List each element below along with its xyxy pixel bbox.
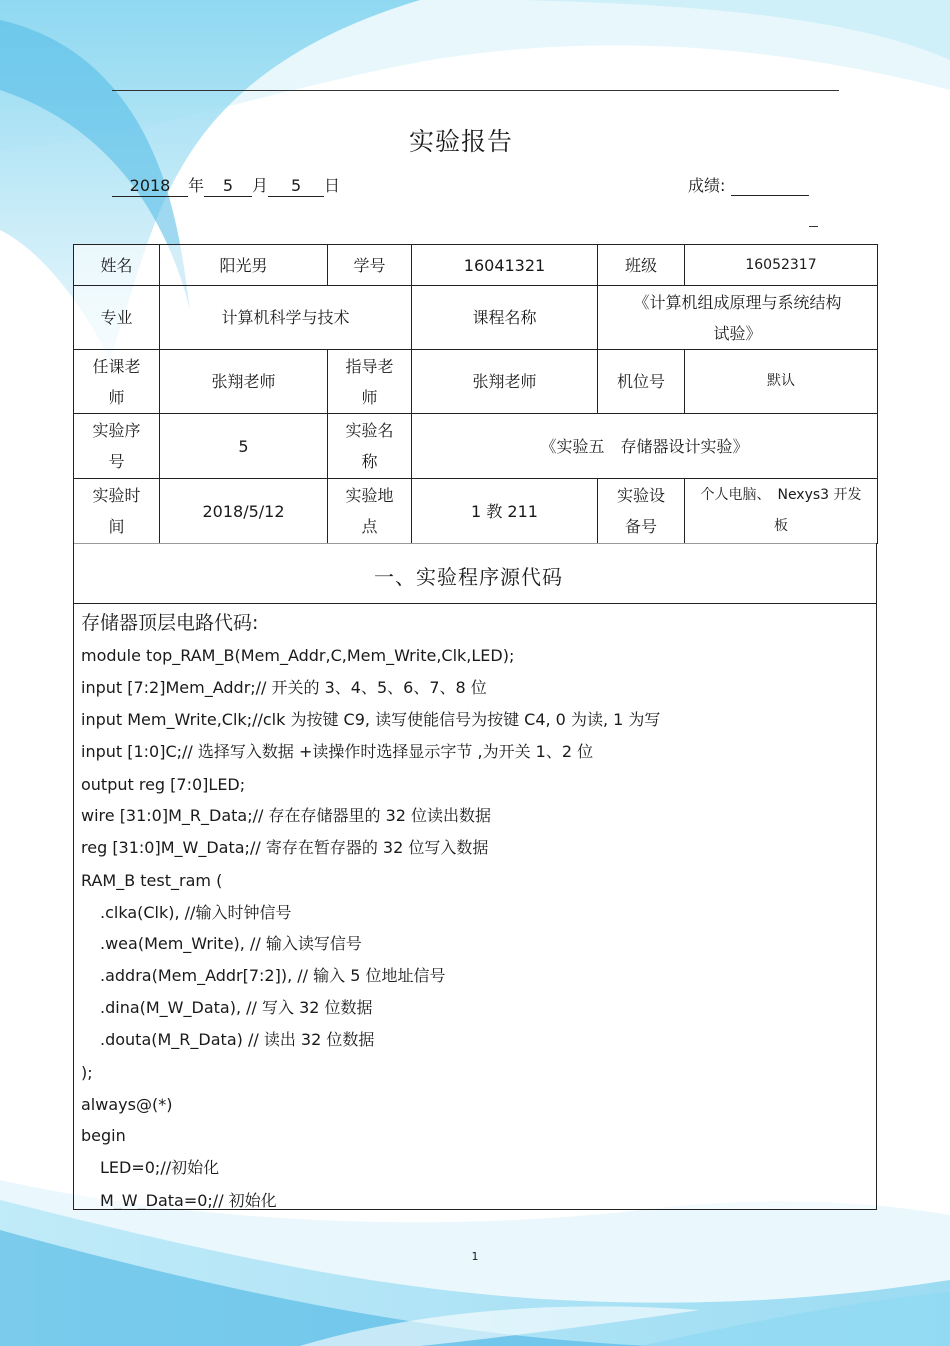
code-line: reg [31:0]M_W_Data;// 寄存在暂存器的 32 位写入数据 xyxy=(81,838,489,857)
code-line: output reg [7:0]LED; xyxy=(81,775,246,794)
time-value: 2018/5/12 xyxy=(160,479,328,544)
course-label: 课程名称 xyxy=(412,286,598,350)
exp-no-label-line2: 号 xyxy=(108,452,125,471)
code-heading: 存储器顶层电路代码: xyxy=(81,612,259,634)
equipment-value-line1: 个人电脑、 Nexys3 开发 xyxy=(700,487,862,503)
student-id-label: 学号 xyxy=(328,245,412,286)
exp-no-label xyxy=(74,414,160,479)
page-number: 1 xyxy=(471,1250,479,1263)
year-label: 年 xyxy=(188,176,205,195)
place-label-line1: 实验地 xyxy=(345,486,394,505)
table-row xyxy=(74,414,878,479)
place-value: 1 教 211 xyxy=(412,479,598,544)
exp-no-value: 5 xyxy=(160,414,328,479)
month-label: 月 xyxy=(252,176,269,195)
teacher-label xyxy=(74,350,160,414)
seat-label: 机位号 xyxy=(598,350,685,414)
major-value: 计算机科学与技术 xyxy=(160,286,412,350)
month-value: 5 xyxy=(204,176,252,197)
name-label: 姓名 xyxy=(74,245,160,286)
code-line: always@(*) xyxy=(81,1095,173,1114)
class-label: 班级 xyxy=(598,245,685,286)
code-line: .clka(Clk), //输入时钟信号 xyxy=(100,903,292,922)
table-row xyxy=(74,350,878,414)
table-row xyxy=(74,286,878,350)
exp-name-label-line2: 称 xyxy=(361,452,378,471)
teacher-value: 张翔老师 xyxy=(160,350,328,414)
class-value: 16052317 xyxy=(685,245,878,286)
code-line: RAM_B test_ram ( xyxy=(81,871,223,890)
info-table xyxy=(73,244,878,544)
table-row xyxy=(74,479,878,544)
day-value: 5 xyxy=(268,176,324,197)
code-line: .wea(Mem_Write), // 输入读写信号 xyxy=(100,934,362,953)
exp-name-value: 《实验五 存储器设计实验》 xyxy=(412,414,878,479)
section-title: 一、实验程序源代码 xyxy=(374,565,563,589)
code-line: begin xyxy=(81,1126,126,1145)
name-value: 阳光男 xyxy=(160,245,328,286)
time-label xyxy=(74,479,160,544)
exp-name-label xyxy=(328,414,412,479)
divider-mark xyxy=(809,226,818,227)
advisor-label-line1: 指导老 xyxy=(345,356,394,376)
course-value xyxy=(598,286,878,350)
advisor-label xyxy=(328,350,412,414)
equipment-value xyxy=(685,479,878,544)
score-field xyxy=(688,176,809,196)
code-line: module top_RAM_B(Mem_Addr,C,Mem_Write,Clk,LED); xyxy=(81,646,515,665)
code-line: .dina(M_W_Data), // 写入 32 位数据 xyxy=(100,998,373,1017)
score-label: 成绩: xyxy=(688,176,726,195)
equipment-label xyxy=(598,479,685,544)
code-line: .addra(Mem_Addr[7:2]), // 输入 5 位地址信号 xyxy=(100,966,446,985)
place-label xyxy=(328,479,412,544)
year-value: 2018 xyxy=(112,176,188,197)
place-label-line2: 点 xyxy=(361,517,378,536)
score-blank xyxy=(731,176,809,196)
section-header-box xyxy=(73,543,877,604)
teacher-label-line2: 师 xyxy=(108,387,125,407)
exp-name-label-line1: 实验名 xyxy=(345,421,394,440)
equipment-label-line2: 备号 xyxy=(624,517,657,536)
code-box xyxy=(73,603,877,1210)
exp-no-label-line1: 实验序 xyxy=(92,421,141,440)
advisor-value: 张翔老师 xyxy=(412,350,598,414)
code-line: wire [31:0]M_R_Data;// 存在存储器里的 32 位读出数据 xyxy=(81,806,492,825)
equipment-value-line2: 板 xyxy=(774,518,788,534)
date-line xyxy=(112,176,340,197)
student-id-value: 16041321 xyxy=(412,245,598,286)
code-line: input [1:0]C;// 选择写入数据 +读操作时选择显示字节 ,为开关 1、2 位 xyxy=(81,742,594,761)
code-line: input Mem_Write,Clk;//clk 为按键 C9, 读写使能信号为按键 C4, 0 为读, 1 为写 xyxy=(81,710,661,729)
code-line: input [7:2]Mem_Addr;// 开关的 3、4、5、6、7、8 位 xyxy=(81,678,487,697)
course-value-line1: 《计算机组成原理与系统结构 xyxy=(633,292,842,312)
page-title: 实验报告 xyxy=(408,127,513,156)
code-line: LED=0;//初始化 xyxy=(100,1158,220,1177)
time-label-line2: 间 xyxy=(108,517,125,536)
advisor-label-line2: 师 xyxy=(361,387,378,407)
equipment-label-line1: 实验设 xyxy=(616,486,665,505)
header-rule xyxy=(112,90,839,91)
course-value-line2: 试验》 xyxy=(713,323,762,343)
teacher-label-line1: 任课老 xyxy=(92,356,141,376)
time-label-line1: 实验时 xyxy=(92,486,141,505)
seat-value: 默认 xyxy=(685,350,878,414)
code-line: ); xyxy=(81,1063,93,1082)
code-line: M_W_Data=0;// 初始化 xyxy=(100,1191,277,1210)
day-label: 日 xyxy=(324,176,341,195)
major-label: 专业 xyxy=(74,286,160,350)
table-row xyxy=(74,245,878,286)
code-line: .douta(M_R_Data) // 读出 32 位数据 xyxy=(100,1030,375,1049)
